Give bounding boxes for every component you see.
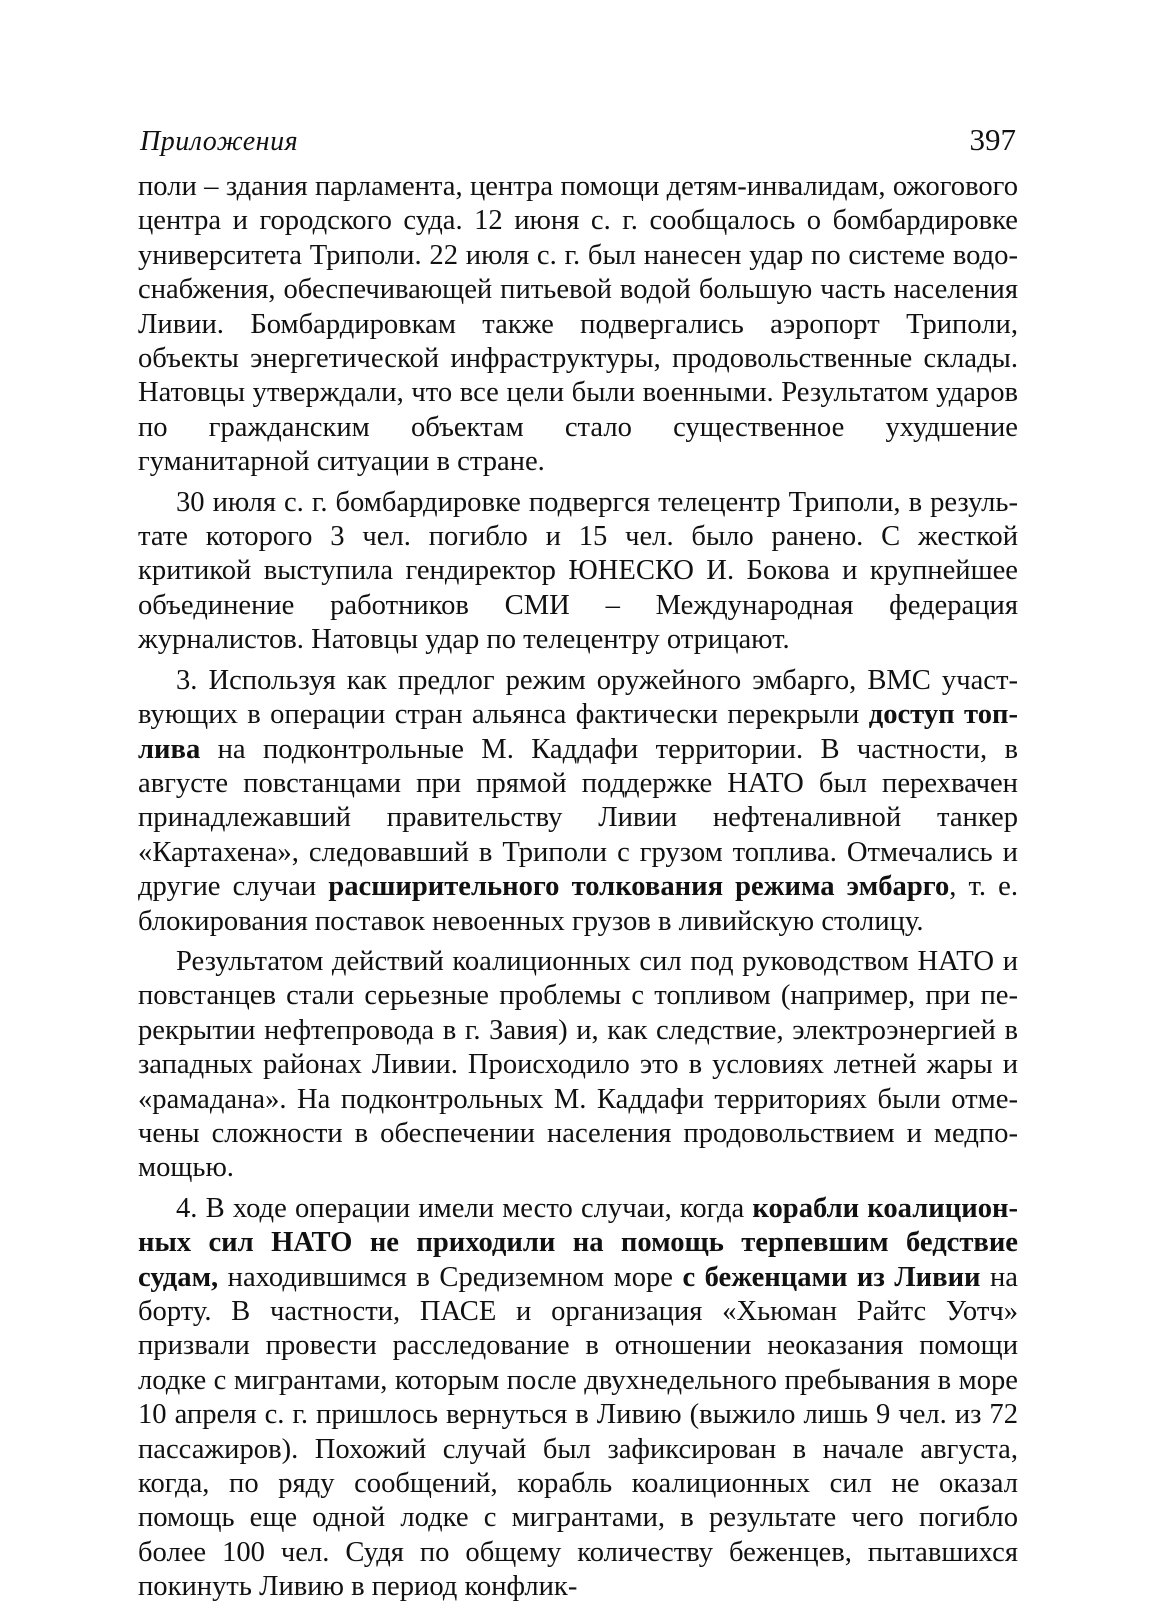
text-run: находившимся в Средиземном море [218,1261,683,1293]
paragraph [138,664,1018,939]
paragraph [138,945,1018,1186]
running-head [138,118,1018,170]
text-run: 4. В ходе операции имели место случаи, когда [176,1192,753,1224]
paragraph [138,486,1018,658]
text-run: на борту. В частности, ПАСЕ и организация «Хьюман Райтс Уотч» призвали провести расследование в отношении неоказания помощи лодке с мигрантами, которым после двухнедельного пребывания в море 10 апреля с. г. пришлось вернуться в Ливию (выжило лишь 9 чел. из 72 пассажиров). Похожий случай был зафиксирован в начале августа, когда, по ряду сообщений, корабль коалиционных сил не оказал помощь еще одной лодке с мигрантами, в результате чего погибло более 100 чел. Судя по общему количеству беженцев, пытавшихся покинуть Ливию в период конфлик- [138,1261,1018,1603]
bold-text-run: расширительного толкования режима эмбарго [328,871,950,903]
paragraph [138,1192,1018,1605]
text-run: 30 июля с. г. бомбардировке подвергся телецентр Триполи, в результате которого 3 чел. погибло и 15 чел. было ранено. С жесткой критикой выступила гендиректор ЮНЕСКО И. Бокова и крупнейшее объединение работников СМИ – Международная федерация журналистов. Натовцы удар по телецентру отрицают. [138,486,1018,656]
text-run: поли – здания парламента, центра помощи детям-инвалидам, ожогового центра и городского суда. 12 июня с. г. сообщалось о бомбардировке университета Триполи. 22 июля с. г. был нанесен удар по системе водоснабжения, обеспечивающей питьевой водой большую часть населения Ливии. Бомбардировкам также подвергались аэропорт Триполи, объекты энергетической инфраструктуры, продовольственные склады. Натовцы утверждали, что все цели были военными. Результатом ударов по гражданским объектам стало существенное ухудшение гуманитарной ситуации в стране. [138,171,1018,478]
body-text [138,170,1018,1605]
book-page [138,118,1018,1605]
bold-text-run: с беженцами из Ливии [682,1261,981,1293]
text-run: на подконтрольные М. Каддафи территории. В частности, в августе повстанцами при прямой поддержке НАТО был перехвачен принадлежавший правительству Ливии нефтеналивной танкер «Картахена», следовавший в Триполи с грузом топлива. Отмечались и другие случаи [138,733,1018,903]
bold-text-run: корабли коалиционных сил НАТО не приходили на помощь терпевшим бедствие судам, [138,1192,1018,1293]
text-run: Результатом действий коалиционных сил под руководством НАТО и повстанцев стали серьезные проблемы с топливом (например, при перекрытии нефтепровода в г. Завия) и, как следствие, электроэнергией в западных районах Ливии. Происходило это в условиях летней жары и «рамадана». На подконтрольных М. Каддафи территориях были отмечены сложности в обеспечении населения продовольствием и медпомощью. [138,945,1018,1184]
paragraph [138,170,1018,480]
text-run: , т. е. блокирования поставок невоенных грузов в ливийскую столицу. [138,871,1018,937]
section-title: Приложения [140,126,299,157]
page-number: 397 [969,122,1016,157]
text-run: 3. Используя как предлог режим оружейного эмбарго, ВМС участвующих в операции стран альянса фактически перекрыли [138,664,1018,731]
bold-text-run: доступ топлива [138,699,1019,765]
